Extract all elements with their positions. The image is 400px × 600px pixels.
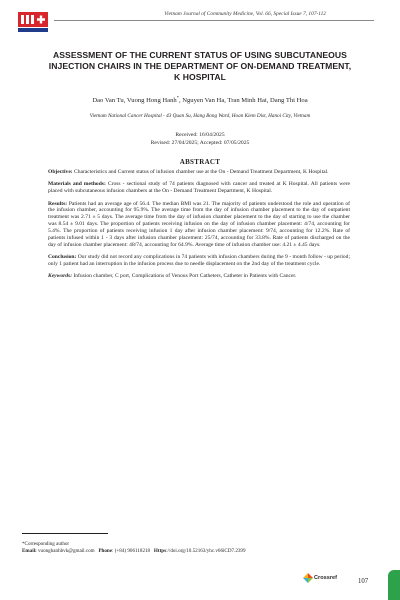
abstract-keywords (48, 273, 350, 280)
crossref-label: Crossref (314, 575, 338, 581)
journal-citation-line: Vietnam Journal of Community Medicine, Vol. 66, Special Issue 7, 107-112 (164, 11, 326, 17)
abstract-methods (48, 181, 350, 195)
keywords-text: Infusion chamber, C port, Complications of Venous Port Catheters, Catheter in Patients with Cancer. (72, 273, 297, 280)
authors-before: Dao Van Tu, Vuong Hong Hanh (92, 97, 177, 105)
article-title-line: ASSESSMENT OF THE CURRENT STATUS OF USING SUBCUTANEOUS (53, 50, 347, 60)
objective-text: Characteristics and Current status of infusion chamber use at the On - Demand Treatment Department, K Hospital. (72, 169, 329, 175)
received-date: Received: 16/04/2025 (175, 132, 225, 138)
corresponding-author-note: *Corresponding author (22, 541, 70, 547)
conclusion-text: Our study did not record any complications in 74 patients with infusion chambers during the 9 - month follow - up period; only 1 patient had an interruption in the infusion process due to needle displacement on the 2nd day of the treatment cycle. (48, 254, 350, 268)
revised-accepted-date: Revised: 27/04/2025; Accepted: 07/05/2025 (150, 140, 250, 147)
keywords-label: Keywords: (48, 273, 73, 280)
conclusion-label: Conclusion: (48, 254, 77, 261)
contact-line (22, 548, 246, 555)
objective-label: Objective: (48, 169, 73, 175)
author-list (0, 95, 400, 104)
crossref-icon (303, 573, 313, 583)
phone-value: : (+84) 906118218 (112, 548, 151, 555)
footnote (22, 541, 246, 556)
affiliation: Vietnam National Cancer Hospital - 43 Quan Su, Hang Bong Ward, Hoan Kiem Dist, Hanoi City, Vietnam (89, 113, 311, 119)
doi-link[interactable]: ://doi.org/10.52163/yhc.v66iCD7.2399 (166, 548, 246, 555)
footnote-rule (22, 533, 108, 534)
article-title (20, 50, 380, 83)
abstract-conclusion (48, 254, 350, 268)
abstract-results (48, 201, 350, 249)
email-label: Email: (22, 548, 37, 555)
results-label: Results: (48, 200, 68, 207)
results-text: Patients had an average age of 56.4. The median BMI was 21. The majority of patients understood the role and operation of the infusion chamber, accounting for 95.9%. The average time from the day of infusion chamber placement to the day of outpatient treatment was 2.71 ± 5 days. The average time from the day of infusion chamber placement to the day of starting to use the chamber was 8.54 ± 9.01 days. The proportion of patients receiving infusion on the day of infusion chamber placement: 4/74, accounting for 5.4%. The proportion of patients receiving infusion 1 day after infusion chamber placement: 9/74, accounting for 12.2%. Rate of patients infused within 1 - 3 days after infusion chamber placement: 25/74, accounting for 33.8%. Rate of patients discharged on the day of infusion chamber placement: 48/74, accounting for 64.9%. Average time of infusion chamber use: 4.21 ± 4.45 days. (48, 200, 350, 248)
crossref-badge[interactable] (303, 573, 343, 585)
email-value: vuonghanhbvk@gmail.com (36, 548, 95, 555)
page-edge-tab (388, 570, 400, 600)
phone-label: Phone (98, 548, 113, 555)
page-number: 107 (358, 578, 369, 585)
article-title-line: K HOSPITAL (174, 72, 226, 82)
abstract-heading: ABSTRACT (179, 158, 221, 166)
corresponding-mark: * (176, 95, 179, 100)
methods-text: Cross - sectional study of 74 patients diagnosed with cancer and treated at K Hospital. All patients were placed with subcutaneous infusion chambers at the On - Demand Treatment Department, K Hospital. (48, 181, 351, 195)
doi-label: Https (153, 548, 167, 555)
abstract-objective (48, 169, 350, 176)
authors-after: , Nguyen Van Ha, Tran Minh Hai, Dang Thi Hoa (178, 97, 308, 105)
article-dates (0, 131, 400, 147)
methods-label: Materials and methods: (48, 181, 106, 188)
article-title-line: INJECTION CHAIRS IN THE DEPARTMENT OF ON-DEMAND TREATMENT, (48, 61, 352, 71)
header-rule (54, 20, 374, 21)
abstract-body (48, 169, 350, 286)
